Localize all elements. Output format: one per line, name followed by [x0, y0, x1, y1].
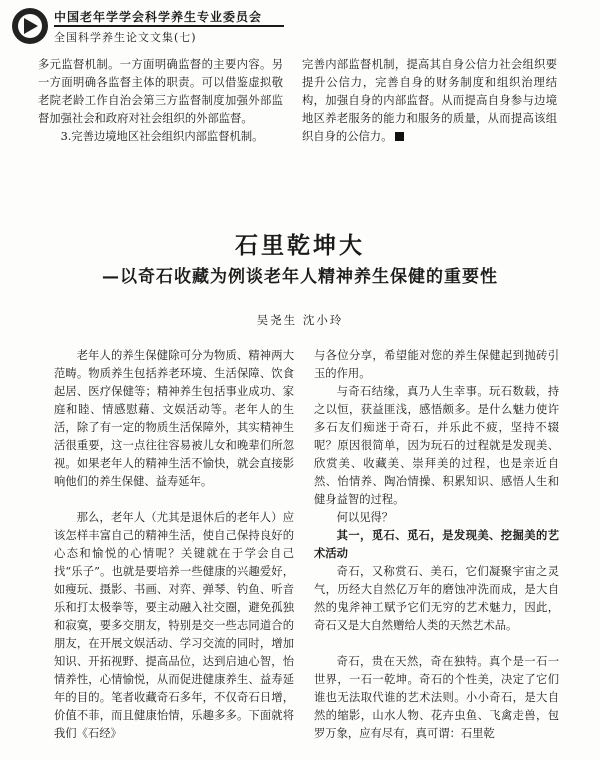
article-section-heading: 其一，觅石、觅石，是发现美、挖掘美的艺术活动 — [314, 529, 559, 560]
society-logo-icon — [10, 6, 50, 46]
article-paragraph: 奇石，又称赏石、美石，它们凝聚宇宙之灵气，历经大自然亿万年的磨蚀冲洗而成，是大自然的鬼斧神工赋予它们无穷的艺术魅力，因此，奇石又是大自然赠给人类的天然艺术品。 — [314, 565, 559, 632]
header-divider — [54, 25, 284, 27]
article-left-column — [54, 347, 294, 743]
article-paragraph: 与各位分享，希望能对您的养生保健起到抛砖引玉的作用。 — [314, 349, 559, 380]
previous-article-paragraph: 完善内部监督机制，提高其自身公信力社会组织要提升公信力，完善自身的财务制度和组织治理结构，加强自身的内部监督。从而提高自身参与边境地区养老服务的能力和服务的质量，从而提高该组织自身的公信力。 — [302, 58, 557, 143]
article-title: 石里乾坤大 — [235, 232, 365, 259]
article-right-column — [314, 347, 559, 743]
article-paragraph: 老年人的养生保健除可分为物质、精神两大范畴。物质养生包括养老环境、生活保障、饮食起居、医疗保健等；精神养生包括事业成功、家庭和睦、情感慰藉、文娱活动等。老年人的生活，除了有一定的物质生活保障外，其实精神生活很重要，这一点往往容易被儿女和晚辈们所忽视。如果老年人的精神生活不愉快，就会直接影响他们的养生保健、益寿延年。 — [54, 349, 294, 488]
article-paragraph: 那么，老年人（尤其是退休后的老年人）应该怎样丰富自己的精神生活，使自己保持良好的心态和愉悦的心情呢？关键就在于学会自己找“乐子”。也就是要培养一些健康的兴趣爱好，如瘦玩、摄影、书画、对弈、弹琴、钓鱼、听音乐和打太极拳等，要主动融入社交圈，避免孤独和寂寞，要多交朋友，特别是交一些志同道合的朋友，在开展文娱活动、学习交流的同时，增加知识、开拓视野、提高品位，达到启迪心智，怡情养性，心情愉悦，从而促进健康养生、益寿延年的目的。笔者收藏奇石多年，不仅奇石日增，价值不菲，而且健康怡情，乐趣多多。下面就将我们《石经》 — [54, 511, 294, 740]
article-authors: 吴尧生 沈小玲 — [256, 313, 344, 327]
page-header — [10, 6, 430, 50]
previous-article-paragraph: 多元监督机制。一方面明确监督的主要内容。另一方面明确各监督主体的职责。可以借鉴虚拟敬老院老龄工作自治会第三方监督制度加强外部监督加强社会和政府对社会组织的外部监督。 — [38, 58, 283, 125]
article-paragraph: 奇石，贵在天然，奇在独特。真个是一石一世界，一石一乾坤。奇石的个性美，决定了它们谁也无法取代谁的艺术法则。小小奇石，是大自然的缩影，山水人物、花卉虫鱼、飞禽走兽，包罗万象，应有尽有，真可谓：石里乾 — [314, 655, 559, 740]
previous-article-right-column — [302, 56, 557, 146]
previous-article-left-column — [38, 56, 283, 146]
end-mark-icon — [395, 132, 404, 141]
header-society-name: 中国老年学学会科学养生专业委员会 — [54, 10, 263, 24]
article-paragraph: 何以见得？ — [336, 511, 394, 524]
header-collection-name: 全国科学养生论文文集(七) — [54, 31, 197, 44]
article-paragraph: 与奇石结缘，真乃人生幸事。玩石数载，持之以恒，获益匪浅，感悟颇多。是什么魅力使许多石友们痴迷于奇石，并乐此不疲，坚持不辍呢？原因很简单，因为玩石的过程就是发现美、欣赏美、收藏美、崇拜美的过程，也是亲近自然、怡情养、陶冶情操、积累知识、感悟人生和健身益智的过程。 — [314, 385, 559, 506]
article-subtitle: —以奇石收藏为例谈老年人精神养生保健的重要性 — [102, 267, 498, 287]
previous-article-section-heading: 3.完善边境地区社会组织内部监督机制。 — [60, 130, 264, 143]
